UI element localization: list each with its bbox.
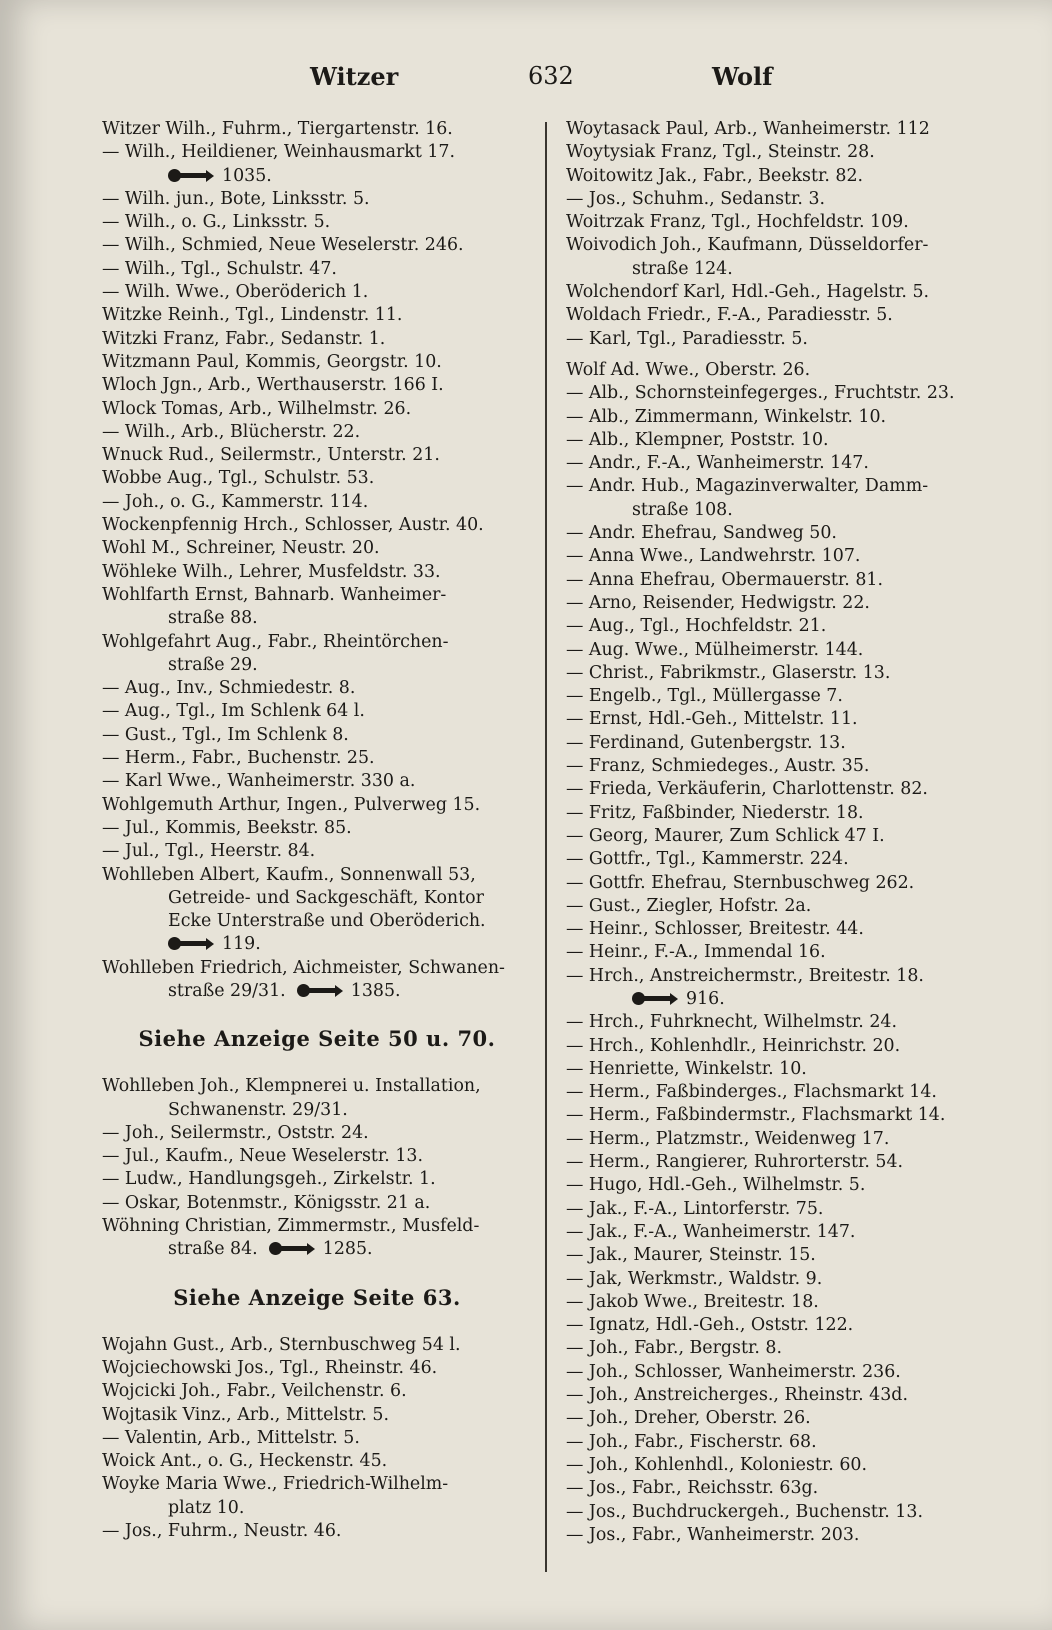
phone-number: 916. — [686, 988, 725, 1009]
directory-entry: Witzki Franz, Fabr., Sedanstr. 1. — [102, 328, 386, 349]
advertisement-reference: Siehe Anzeige Seite 63. — [173, 1284, 461, 1310]
directory-entry: — Aug., Inv., Schmiedestr. 8. — [102, 678, 356, 699]
directory-entry: Getreide- und Sackgeschäft, Kontor — [168, 887, 484, 908]
directory-entry: straße 108. — [632, 499, 733, 520]
directory-entry: — Anna Ehefrau, Obermauerstr. 81. — [566, 569, 884, 590]
directory-entry: Wojtasik Vinz., Arb., Mittelstr. 5. — [102, 1404, 389, 1425]
directory-entry: — Jos., Fabr., Reichsstr. 63g. — [566, 1478, 819, 1499]
page-number: 632 — [528, 62, 574, 90]
directory-entry: Wnuck Rud., Seilermstr., Unterstr. 21. — [102, 445, 440, 466]
directory-entry: — Andr. Ehefrau, Sandweg 50. — [566, 523, 837, 544]
telephone-icon — [632, 992, 678, 1005]
directory-entry: Woivodich Joh., Kaufmann, Düsseldorfer- — [566, 235, 929, 256]
directory-entry: Ecke Unterstraße und Oberöderich. — [168, 911, 486, 932]
directory-entry: — Jul., Tgl., Heerstr. 84. — [102, 841, 316, 862]
directory-entry: Wohlfarth Ernst, Bahnarb. Wanheimer- — [102, 584, 447, 605]
directory-entry: — Andr. Hub., Magazinverwalter, Damm- — [566, 476, 929, 497]
directory-entry: — Jak, Werkmstr., Waldstr. 9. — [566, 1268, 823, 1289]
directory-entry: — Henriette, Winkelstr. 10. — [566, 1058, 807, 1079]
directory-entry: — Anna Wwe., Landwehrstr. 107. — [566, 546, 861, 567]
directory-entry: — Ferdinand, Gutenbergstr. 13. — [566, 732, 846, 753]
directory-entry: — Georg, Maurer, Zum Schlick 47 I. — [566, 825, 885, 846]
directory-entry: — Jul., Kommis, Beekstr. 85. — [102, 817, 352, 838]
directory-entry: — Aug., Tgl., Hochfeldstr. 21. — [566, 616, 827, 637]
directory-entry: Wöhleke Wilh., Lehrer, Musfeldstr. 33. — [102, 561, 441, 582]
directory-entry: Wojcicki Joh., Fabr., Veilchenstr. 6. — [102, 1381, 407, 1402]
header-right-keyword: Wolf — [712, 62, 773, 91]
directory-entry: — Joh., Fabr., Bergstr. 8. — [566, 1338, 782, 1359]
directory-entry: Wohlgemuth Arthur, Ingen., Pulverweg 15. — [102, 794, 481, 815]
directory-entry: — Herm., Faßbindermstr., Flachsmarkt 14. — [566, 1105, 946, 1126]
phone-number: 1285. — [322, 1239, 373, 1260]
directory-entry: Wohl M., Schreiner, Neustr. 20. — [102, 538, 380, 559]
directory-entry: Woyke Maria Wwe., Friedrich-Wilhelm- — [102, 1474, 449, 1495]
entry-text: straße 29/31. — [168, 980, 286, 1001]
right-column — [566, 118, 1006, 1547]
directory-entry: — Jul., Kaufm., Neue Weselerstr. 13. — [102, 1146, 423, 1167]
directory-entry: Wolf Ad. Wwe., Oberstr. 26. — [566, 359, 811, 380]
directory-entry: — Jak., F.-A., Wanheimerstr. 147. — [566, 1221, 856, 1242]
directory-entry: Wohlleben Albert, Kaufm., Sonnenwall 53, — [102, 864, 476, 885]
phone-number: 1035. — [222, 165, 272, 186]
directory-entry: — Joh., Anstreicherges., Rheinstr. 43d. — [566, 1385, 908, 1406]
directory-entry: — Alb., Schornsteinfegerges., Fruchtstr. 23. — [566, 383, 955, 404]
directory-entry: — Wilh., Schmied, Neue Weselerstr. 246. — [102, 235, 464, 256]
directory-entry: straße 124. — [632, 258, 733, 279]
directory-entry: — Herm., Rangierer, Ruhrorterstr. 54. — [566, 1152, 904, 1173]
directory-entry: — Jakob Wwe., Breitestr. 18. — [566, 1291, 819, 1312]
directory-entry: — Wilh., o. G., Linksstr. 5. — [102, 212, 331, 233]
phone-number: 1385. — [350, 980, 401, 1001]
directory-entry: — Karl, Tgl., Paradiesstr. 5. — [566, 328, 808, 349]
directory-entry: Woytasack Paul, Arb., Wanheimerstr. 112 — [566, 119, 930, 139]
directory-entry: — Joh., o. G., Kammerstr. 114. — [102, 491, 369, 512]
directory-entry: — Wilh., Arb., Blücherstr. 22. — [102, 421, 361, 442]
directory-entry: — Gust., Tgl., Im Schlenk 8. — [102, 724, 349, 745]
directory-entry: straße 29. — [168, 654, 258, 675]
directory-entry: — Karl Wwe., Wanheimerstr. 330 a. — [102, 771, 416, 792]
directory-entry: Wlock Tomas, Arb., Wilhelmstr. 26. — [102, 398, 412, 419]
directory-entry: — Heinr., F.-A., Immendal 16. — [566, 942, 826, 963]
directory-entry: — Jak., Maurer, Steinstr. 15. — [566, 1245, 816, 1266]
directory-entry: — Christ., Fabrikmstr., Glaserstr. 13. — [566, 662, 891, 683]
telephone-icon — [168, 169, 214, 182]
directory-entry: — Ernst, Hdl.-Geh., Mittelstr. 11. — [566, 709, 858, 730]
directory-entry: Wolchendorf Karl, Hdl.-Geh., Hagelstr. 5. — [566, 282, 930, 303]
directory-entry: Wockenpfennig Hrch., Schlosser, Austr. 40. — [102, 515, 484, 536]
directory-entry: — Herm., Faßbinderges., Flachsmarkt 14. — [566, 1082, 937, 1103]
directory-entry: — Jak., F.-A., Lintorferstr. 75. — [566, 1198, 824, 1219]
directory-entry: — Gust., Ziegler, Hofstr. 2a. — [566, 895, 812, 916]
directory-entry: Wohlgefahrt Aug., Fabr., Rheintörchen- — [102, 631, 449, 652]
directory-entry: — Hrch., Anstreichermstr., Breitestr. 18. — [566, 965, 924, 986]
directory-entry — [566, 988, 1006, 1011]
page-header — [0, 62, 1052, 98]
directory-entry: — Alb., Klempner, Poststr. 10. — [566, 429, 829, 450]
directory-entry: — Frieda, Verkäuferin, Charlottenstr. 82. — [566, 779, 928, 800]
directory-entry: Wohlleben Joh., Klempnerei u. Installation, — [102, 1076, 481, 1097]
directory-entry: — Joh., Dreher, Oberstr. 26. — [566, 1408, 811, 1429]
directory-entry: — Aug., Tgl., Im Schlenk 64 l. — [102, 701, 365, 722]
header-left-keyword: Witzer — [310, 62, 399, 91]
directory-entry: — Gottfr. Ehefrau, Sternbuschweg 262. — [566, 872, 915, 893]
directory-entry: — Arno, Reisender, Hedwigstr. 22. — [566, 592, 870, 613]
directory-entry: — Hugo, Hdl.-Geh., Wilhelmstr. 5. — [566, 1175, 866, 1196]
left-column — [102, 118, 532, 1543]
directory-entry: — Joh., Seilermstr., Oststr. 24. — [102, 1122, 369, 1143]
directory-entry — [102, 980, 532, 1003]
directory-entry: — Wilh., Tgl., Schulstr. 47. — [102, 258, 337, 279]
telephone-icon — [297, 984, 343, 997]
directory-entry: Witzer Wilh., Fuhrm., Tiergartenstr. 16. — [102, 119, 453, 139]
directory-entry: — Gottfr., Tgl., Kammerstr. 224. — [566, 849, 849, 870]
directory-entry: — Joh., Kohlenhdl., Koloniestr. 60. — [566, 1454, 867, 1475]
directory-entry: — Fritz, Faßbinder, Niederstr. 18. — [566, 802, 864, 823]
directory-entry: — Hrch., Kohlenhdlr., Heinrichstr. 20. — [566, 1035, 901, 1056]
directory-entry: — Jos., Schuhm., Sedanstr. 3. — [566, 188, 826, 209]
directory-entry: — Oskar, Botenmstr., Königsstr. 21 a. — [102, 1192, 431, 1213]
directory-entry: Wojciechowski Jos., Tgl., Rheinstr. 46. — [102, 1357, 438, 1378]
directory-entry: Wobbe Aug., Tgl., Schulstr. 53. — [102, 468, 375, 489]
advertisement-reference: Siehe Anzeige Seite 50 u. 70. — [138, 1026, 496, 1052]
directory-entry: Woitowitz Jak., Fabr., Beekstr. 82. — [566, 165, 864, 186]
directory-entry: — Jos., Buchdruckergeh., Buchenstr. 13. — [566, 1501, 923, 1522]
directory-entry: — Aug. Wwe., Mülheimerstr. 144. — [566, 639, 864, 660]
directory-entry: — Valentin, Arb., Mittelstr. 5. — [102, 1427, 360, 1448]
directory-entry: Woitrzak Franz, Tgl., Hochfeldstr. 109. — [566, 212, 909, 233]
directory-entry: platz 10. — [168, 1497, 245, 1518]
directory-entry: — Wilh. jun., Bote, Linksstr. 5. — [102, 188, 370, 209]
column-divider — [545, 122, 547, 1572]
directory-entry: — Herm., Platzmstr., Weidenweg 17. — [566, 1128, 890, 1149]
directory-entry: — Andr., F.-A., Wanheimerstr. 147. — [566, 453, 869, 474]
telephone-icon — [168, 937, 214, 950]
directory-entry: Woldach Friedr., F.-A., Paradiesstr. 5. — [566, 305, 893, 326]
entry-gap — [566, 351, 1006, 359]
directory-entry: — Ludw., Handlungsgeh., Zirkelstr. 1. — [102, 1169, 436, 1190]
directory-entry: Wojahn Gust., Arb., Sternbuschweg 54 l. — [102, 1334, 461, 1355]
directory-entry — [102, 933, 532, 956]
directory-entry: — Engelb., Tgl., Müllergasse 7. — [566, 686, 843, 707]
phone-number: 119. — [222, 934, 261, 955]
directory-entry: Wloch Jgn., Arb., Werthauserstr. 166 I. — [102, 375, 444, 396]
directory-entry: — Franz, Schmiedeges., Austr. 35. — [566, 756, 870, 777]
telephone-icon — [269, 1242, 315, 1255]
directory-entry: straße 88. — [168, 608, 258, 629]
directory-entry — [102, 1238, 532, 1261]
directory-entry: — Joh., Fabr., Fischerstr. 68. — [566, 1431, 817, 1452]
directory-entry: — Heinr., Schlosser, Breitestr. 44. — [566, 919, 864, 940]
directory-entry: — Joh., Schlosser, Wanheimerstr. 236. — [566, 1361, 901, 1382]
directory-entry: Woytysiak Franz, Tgl., Steinstr. 28. — [566, 142, 875, 163]
directory-entry: — Ignatz, Hdl.-Geh., Oststr. 122. — [566, 1315, 854, 1336]
directory-entry: Wohlleben Friedrich, Aichmeister, Schwanen- — [102, 957, 505, 978]
directory-entry: — Jos., Fabr., Wanheimerstr. 203. — [566, 1524, 860, 1545]
directory-entry: — Alb., Zimmermann, Winkelstr. 10. — [566, 406, 887, 427]
entry-text: straße 84. — [168, 1239, 258, 1260]
directory-entry: Wöhning Christian, Zimmermstr., Musfeld- — [102, 1216, 480, 1237]
directory-entry: Witzke Reinh., Tgl., Lindenstr. 11. — [102, 305, 403, 326]
directory-entry: — Jos., Fuhrm., Neustr. 46. — [102, 1521, 342, 1542]
directory-entry: — Wilh. Wwe., Oberöderich 1. — [102, 282, 369, 303]
directory-entry: — Hrch., Fuhrknecht, Wilhelmstr. 24. — [566, 1012, 897, 1033]
directory-entry: — Herm., Fabr., Buchenstr. 25. — [102, 748, 375, 769]
directory-entry: — Wilh., Heildiener, Weinhausmarkt 17. — [102, 142, 455, 163]
directory-entry: Woick Ant., o. G., Heckenstr. 45. — [102, 1451, 388, 1472]
directory-entry: Schwanenstr. 29/31. — [168, 1099, 348, 1120]
directory-entry: Witzmann Paul, Kommis, Georgstr. 10. — [102, 351, 442, 372]
directory-entry — [102, 165, 532, 188]
